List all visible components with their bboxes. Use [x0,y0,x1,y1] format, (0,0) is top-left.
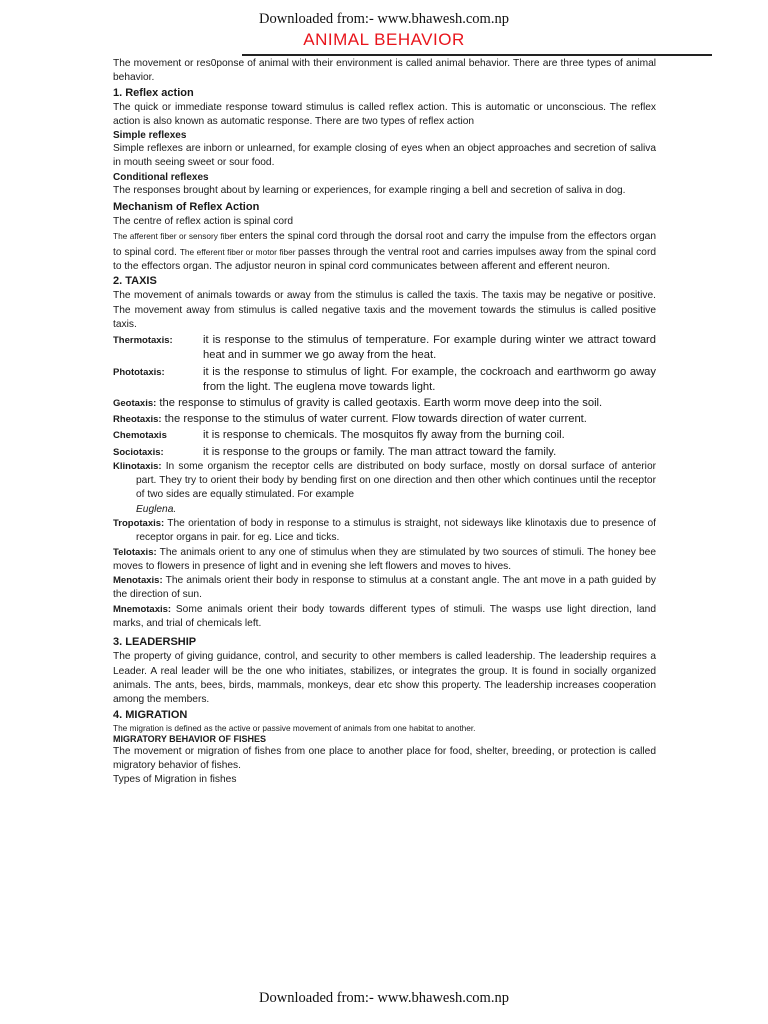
fish-migration-paragraph: The movement or migration of fishes from one place to another place for food, shelter, breeding, or protection is called migratory behavior of fishes. [113,745,656,771]
geotaxis-text: the response to stimulus of gravity is called geotaxis. Earth worm move deep into the soil. [156,396,603,409]
header-download-note: Downloaded from:- www.bhawesh.com.np [259,11,509,27]
intro-paragraph: The movement or res0ponse of animal with their environment is called animal behavior. There are three types of animal behavior. [113,58,656,84]
mnemotaxis-item [113,603,656,632]
fish-migration-types: Types of Migration in fishes [113,774,237,786]
title-divider [242,54,712,56]
tropotaxis-text: The orientation of body in response to a stimulus is straight, not sideways like klinotaxis due to presence of receptor organs in pair. for eg. Lice and ticks. [136,517,656,544]
sociotaxis-text: it is response to the groups or family. The man attract toward the family. [203,445,557,458]
menotaxis-item [113,574,656,603]
efferent-fiber-term: The efferent fiber or motor fiber [179,246,299,257]
leadership-paragraph: The property of giving guidance, control, and security to other members is called leadership. The leadership requires a Leader. A real leader will be the one who initiates, stabilizes, or integrates the group. It is found in socially organized animals. The ants, bees, birds, mammals, monkeys, dear etc show this property. The leadership increases cooperation among the members. [113,651,656,706]
footer-download-note: Downloaded from:- www.bhawesh.com.np [259,990,509,1006]
migration-definition: The migration is defined as the active or passive movement of animals from one habitat to another. [113,722,476,733]
tropotaxis-item [113,517,656,546]
phototaxis-item [113,365,656,395]
mechanism-heading: Mechanism of Reflex Action [113,201,260,214]
rheotaxis-label: Rheotaxis: [113,414,162,426]
thermotaxis-label: Thermotaxis: [113,335,173,347]
klinotaxis-label: Klinotaxis: [113,460,162,472]
simple-reflexes-text: Simple reflexes are inborn or unlearned, for example closing of eyes when an object approaches and secretion of saliva in mouth seeing sweet or sour food. [113,143,656,169]
telotaxis-item [113,546,656,575]
thermotaxis-text: it is response to the stimulus of temperature. For example during winter we attract toward heat and in summer we go away from the heat. [203,334,656,362]
simple-reflexes-heading: Simple reflexes [113,130,187,142]
sociotaxis-label: Sociotaxis: [113,446,164,458]
geotaxis-label: Geotaxis: [113,397,157,409]
chemotaxis-text: it is response to chemicals. The mosquitos fly away from the burning coil. [203,429,565,442]
menotaxis-text: The animals orient their body in response to stimulus at a constant angle. The ant move in a path guided by the direction of sun. [113,575,656,601]
migration-heading: 4. MIGRATION [113,708,188,721]
menotaxis-label: Menotaxis: [113,575,163,587]
klinotaxis-text: In some organism the receptor cells are distributed on body surface, mostly on dorsal surface of anterior part. They try to orient their body by bending first on one direction and then other which continues until the receptor of two sides are equally stimulated. For example [136,460,656,501]
document-body [113,57,656,787]
thermotaxis-item [113,333,656,363]
page-title: ANIMAL BEHAVIOR [303,30,465,49]
chemotaxis-label: Chemotaxis [113,430,167,442]
phototaxis-text: it is the response to stimulus of light. For example, the cockroach and earthworm go away from the light. The euglena move towards light. [203,365,656,393]
taxis-paragraph: The movement of animals towards or away from the stimulus is called the taxis. The taxis may be negative or positive. The movement away from stimulus is called negative taxis and the movement towards the stimulus is called positive taxis. [113,290,656,330]
mnemotaxis-label: Mnemotaxis: [113,603,172,615]
fish-migration-heading: MIGRATORY BEHAVIOR OF FISHES [113,733,267,744]
rheotaxis-text: the response to the stimulus of water current. Flow towards direction of water current. [161,413,587,426]
taxis-heading: 2. TAXIS [113,275,157,288]
conditional-reflexes-text: The responses brought about by learning or experiences, for example ringing a bell and secretion of saliva in dog. [113,184,626,196]
mechanism-centre: The centre of reflex action is spinal cord [113,216,294,228]
sociotaxis-item [113,445,656,460]
leadership-heading: 3. LEADERSHIP [113,636,197,649]
mnemotaxis-text: Some animals orient their body towards different types of stimuli. The wasps use light direction, land marks, and trial of chemicals left. [113,603,656,630]
rheotaxis-item [113,412,656,427]
chemotaxis-item [113,428,656,443]
reflex-heading: 1. Reflex action [113,86,194,99]
klinotaxis-example: Euglena. [136,503,177,515]
conditional-reflexes-heading: Conditional reflexes [113,171,209,183]
efferent-text: passes through the ventral root and carries impulses away from the spinal cord to the effectors organ. The adjustor neuron in spinal cord communicates between afferent and efferent neuron. [113,246,657,272]
mechanism-paragraph [113,229,656,274]
geotaxis-item [113,396,656,411]
tropotaxis-label: Tropotaxis: [113,517,165,529]
afferent-text: enters the spinal cord through the dorsal root and carry the impulse from the effectors organ to spinal cord. [113,231,657,258]
telotaxis-text: The animals orient to any one of stimulus when they are stimulated by two sources of stimuli. The honey bee moves to flowers in presence of light and in evening she left flowers and moves to hives. [113,546,656,572]
telotaxis-label: Telotaxis: [113,546,157,558]
afferent-fiber-term: The afferent fiber or sensory fiber [113,231,240,242]
phototaxis-label: Phototaxis: [113,366,165,378]
reflex-paragraph: The quick or immediate response toward stimulus is called reflex action. This is automatic or unconscious. The reflex action is also known as automatic response. There are two types of reflex action [113,101,656,127]
klinotaxis-item [113,460,656,517]
